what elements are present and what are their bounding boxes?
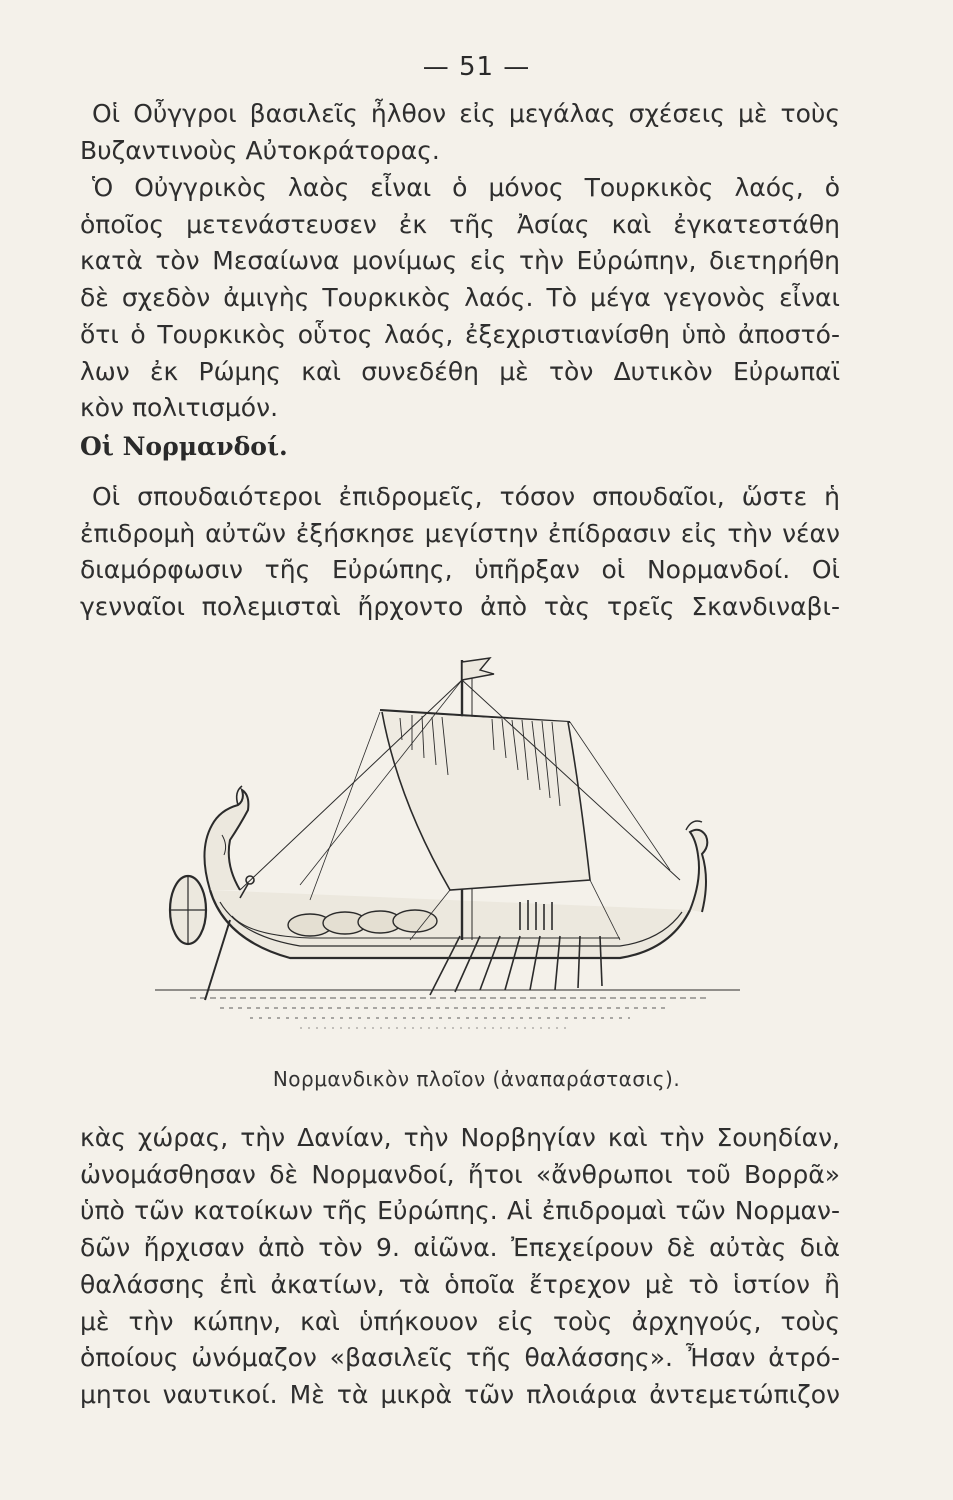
text-line: ὁποῖος μετενάστευσεν ἐκ τῆς Ἀσίας καὶ ἐγκατεστάθη bbox=[80, 209, 840, 239]
text-line: Βυζαντινοὺς Αὐτοκράτορας. bbox=[80, 135, 440, 165]
text-line: ἐπιδρομὴ αὐτῶν ἐξήσκησε μεγίστην ἐπίδρασιν εἰς τὴν νέαν bbox=[80, 518, 840, 548]
text-line: Οἱ Οὖγγροι βασιλεῖς ἦλθον εἰς μεγάλας σχέσεις μὲ τοὺς bbox=[92, 99, 840, 128]
figure-caption: Νορμανδικὸν πλοῖον (ἀναπαράστασις). bbox=[272, 1067, 681, 1091]
text-line: μητοι ναυτικοί. Μὲ τὰ μικρὰ τῶν πλοιάρια ἀντεμετώπιζον bbox=[80, 1379, 840, 1409]
viking-ship-illustration bbox=[150, 640, 810, 1050]
text-line: ὅτι ὁ Τουρκικὸς οὗτος λαός, ἐξεχριστιανίσθη ὑπὸ ἀποστό- bbox=[80, 319, 840, 349]
page-number: — 51 — bbox=[422, 52, 531, 82]
text-line: Οἱ σπουδαιότεροι ἐπιδρομεῖς, τόσον σπουδαῖοι, ὥστε ἡ bbox=[92, 482, 840, 511]
text-line: μὲ τὴν κώπην, καὶ ὑπήκουον εἰς τοὺς ἀρχηγούς, τοὺς bbox=[80, 1306, 840, 1336]
paragraph-normans-raids bbox=[80, 1120, 840, 1414]
text-line: ὁποίους ὠνόμαζον «βασιλεῖς τῆς θαλάσσης». Ἦσαν ἀτρό- bbox=[80, 1343, 840, 1373]
text-line: κὰς χώρας, τὴν Δανίαν, τὴν Νορβηγίαν καὶ τὴν Σουηδίαν, bbox=[80, 1123, 840, 1152]
text-line: θαλάσσης ἐπὶ ἀκατίων, τὰ ὁποῖα ἔτρεχον μὲ τὸ ἱστίον ἢ bbox=[80, 1269, 840, 1299]
paragraph-normans-intro bbox=[80, 479, 840, 626]
text-line: Ὁ Οὐγγρικὸς λαὸς εἶναι ὁ μόνος Τουρκικὸς λαός, ὁ bbox=[92, 173, 840, 202]
paragraph-hungarian-kings bbox=[80, 96, 840, 169]
viking-ship-icon bbox=[150, 640, 810, 1050]
section-heading-normans: Οἱ Νορμανδοί. bbox=[80, 432, 288, 461]
text-line: ὠνομάσθησαν δὲ Νορμανδοί, ἤτοι «ἄνθρωποι τοῦ Βορρᾶ» bbox=[80, 1159, 840, 1189]
paragraph-hungarian-people bbox=[80, 170, 840, 427]
text-line: δὲ σχεδὸν ἀμιγὴς Τουρκικὸς λαός. Τὸ μέγα γεγονὸς εἶναι bbox=[80, 283, 840, 313]
text-line: ὑπὸ τῶν κατοίκων τῆς Εὐρώπης. Αἱ ἐπιδρομαὶ τῶν Νορμαν- bbox=[80, 1196, 840, 1226]
text-line: κὸν πολιτισμόν. bbox=[80, 393, 279, 423]
text-line: γενναῖοι πολεμισταὶ ἤρχοντο ἀπὸ τὰς τρεῖς Σκανδιναβι- bbox=[80, 592, 840, 622]
text-line: δῶν ἤρχισαν ἀπὸ τὸν 9. αἰῶνα. Ἐπεχείρουν δὲ αὐτὰς διὰ bbox=[80, 1233, 840, 1263]
text-line: διαμόρφωσιν τῆς Εὐρώπης, ὑπῆρξαν οἱ Νορμανδοί. Οἱ bbox=[80, 555, 840, 585]
text-line: λων ἐκ Ρώμης καὶ συνεδέθη μὲ τὸν Δυτικὸν Εὐρωπαϊ bbox=[80, 356, 840, 386]
text-line: κατὰ τὸν Μεσαίωνα μονίμως εἰς τὴν Εὐρώπην, διετηρήθη bbox=[80, 246, 840, 276]
